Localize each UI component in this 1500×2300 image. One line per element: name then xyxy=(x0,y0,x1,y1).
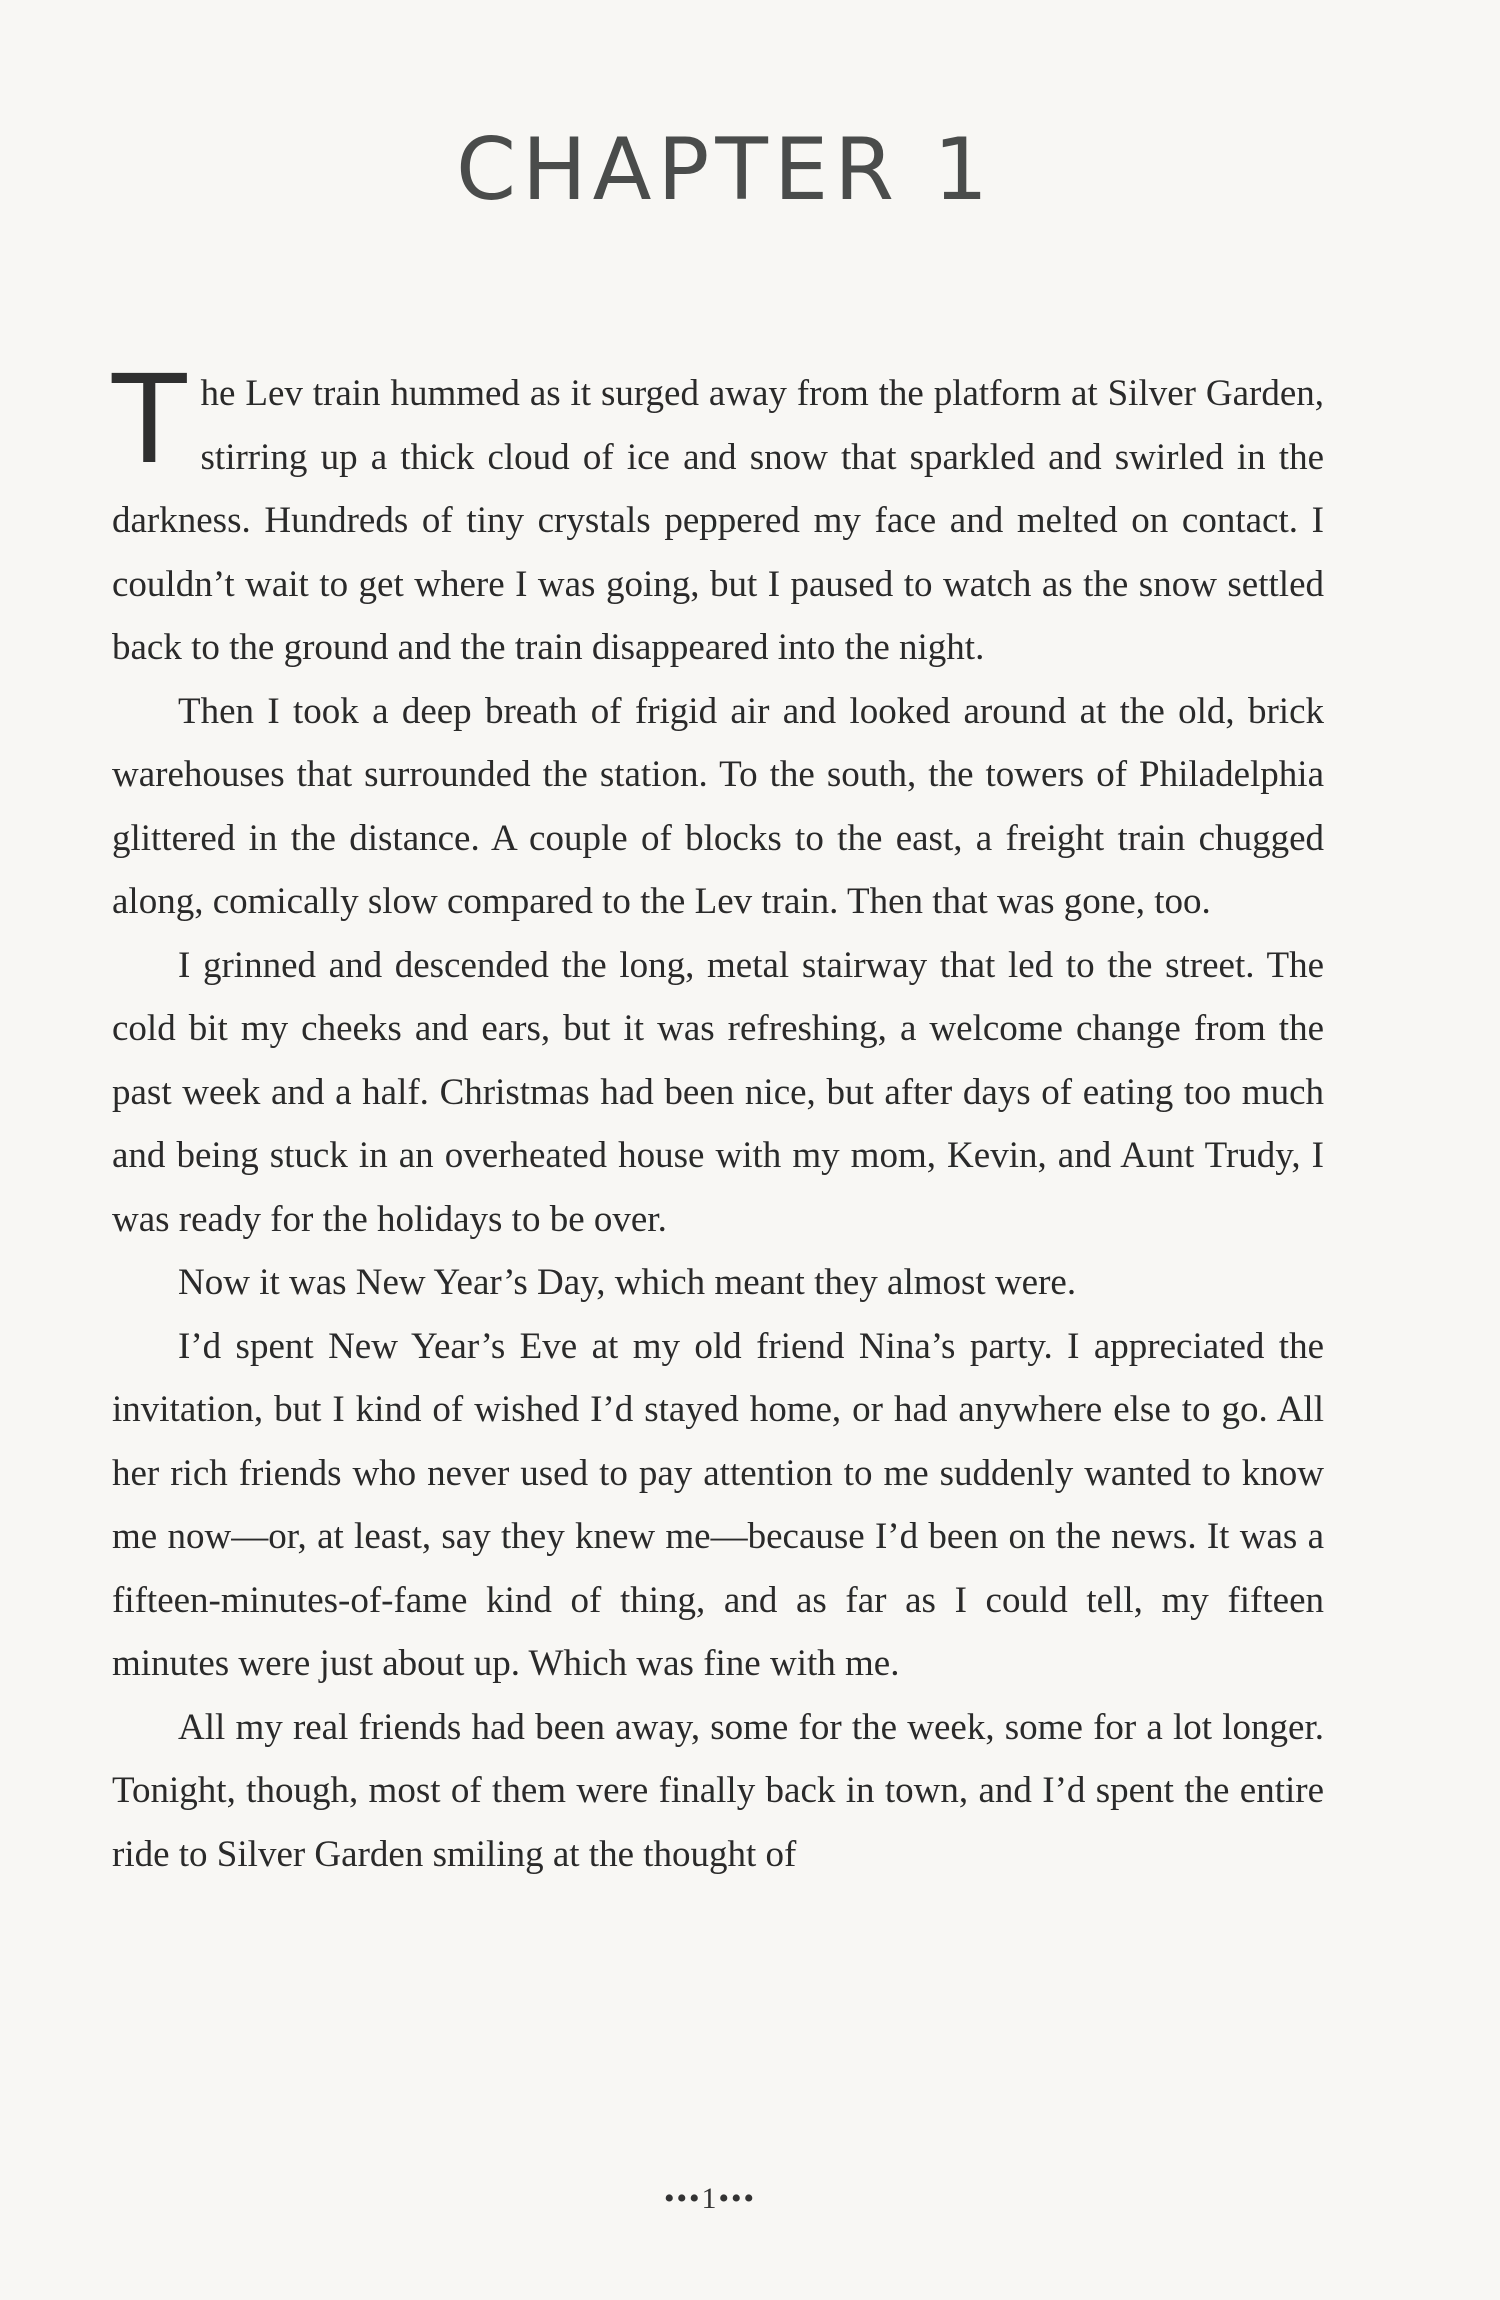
paragraph-2: Then I took a deep breath of frigid air and looked around at the old, brick warehouses that surrounded the station. To the south, the towers of Philadelphia glittered in the distance. A couple of blocks to the east, a freight train chugged along, comically slow compared to the Lev train. Then that was gone, too. xyxy=(112,690,1324,922)
paragraph-3: I grinned and descended the long, metal stairway that led to the street. The cold bit my cheeks and ears, but it was refreshing, a welcome change from the past week and a half. Christmas had been nice, but after days of eating too much and being stuck in an overheated house with my mom, Kevin, and Aunt Trudy, I was ready for the holidays to be over. xyxy=(112,944,1324,1240)
chapter-title: CHAPTER 1 xyxy=(455,120,995,220)
drop-cap: T xyxy=(112,349,187,491)
paragraph-1-text: he Lev train hummed as it surged away from the platform at Silver Garden, stirring up a thick cloud of ice and snow that sparkled and swirled in the darkness. Hundreds of tiny crystals peppered my face and melted on contact. I couldn’t wait to get where I was going, but I paused to watch as the snow settled back to the ground and the train disappeared into the night. xyxy=(112,373,1324,668)
paragraph-6: All my real friends had been away, some for the week, some for a lot longer. Tonight, though, most of them were finally back in town, and I’d spent the entire ride to Silver Garden smiling at the thought of xyxy=(112,1706,1324,1875)
paragraph-4: Now it was New Year’s Day, which meant they almost were. xyxy=(178,1262,1077,1303)
paragraph-5: I’d spent New Year’s Eve at my old friend Nina’s party. I appreciated the invitation, but I kind of wished I’d stayed home, or had anywhere else to go. All her rich friends who never used to pay attention to me suddenly wanted to know me now—or, at least, say they knew me—because I’d been on the news. It was a fifteen-minutes-of-fame kind of thing, and as far as I could tell, my fifteen minutes were just about up. Which was fine with me. xyxy=(112,1325,1324,1684)
page-number: •••1••• xyxy=(663,2182,757,2215)
paragraph-1 xyxy=(112,349,1324,680)
chapter-body xyxy=(112,349,1324,1886)
